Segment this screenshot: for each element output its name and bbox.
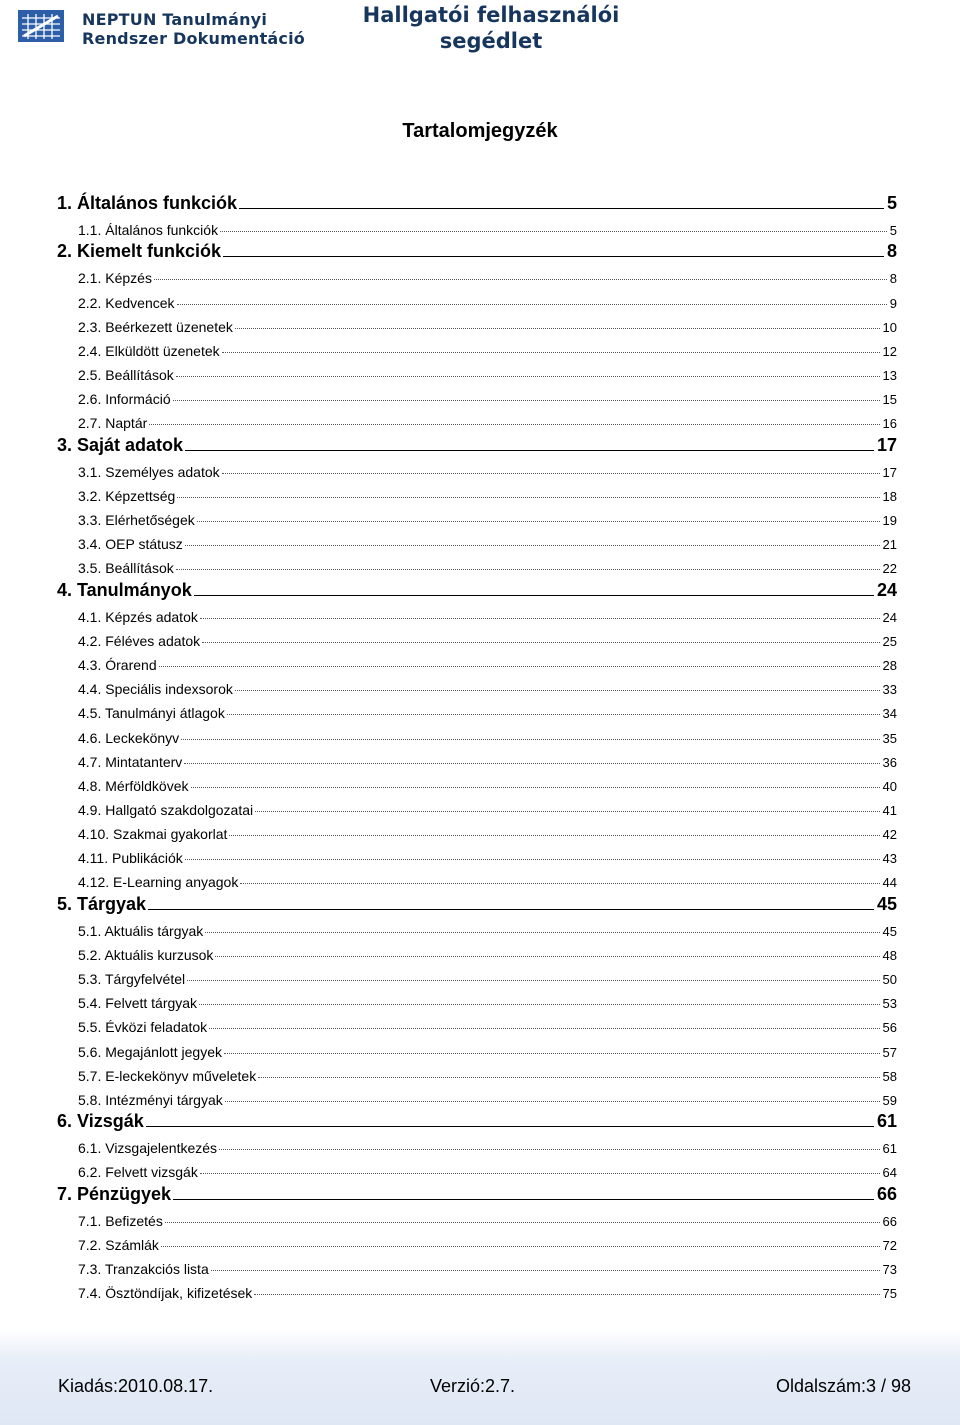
toc-leader-line [159, 666, 880, 667]
toc-entry-label: 2.4. Elküldött üzenetek [78, 343, 220, 359]
toc-chapter-entry[interactable] [57, 1108, 897, 1132]
toc-section-entry[interactable] [78, 1060, 897, 1084]
toc-entry-label: 5.8. Intézményi tárgyak [78, 1092, 223, 1108]
toc-entry-page: 66 [882, 1214, 897, 1229]
toc-entry-page: 8 [889, 271, 897, 286]
toc-section-entry[interactable] [78, 649, 897, 673]
toc-chapter-entry[interactable] [57, 577, 897, 601]
toc-leader-line [173, 400, 880, 401]
toc-section-entry[interactable] [78, 262, 897, 286]
toc-entry-page: 12 [882, 344, 897, 359]
toc-entry-label: 4.11. Publikációk [78, 850, 183, 866]
toc-section-entry[interactable] [78, 335, 897, 359]
toc-entry-page: 9 [889, 296, 897, 311]
toc-entry-page: 61 [882, 1141, 897, 1156]
toc-leader-line [194, 595, 874, 596]
toc-entry-label: 5.6. Megajánlott jegyek [78, 1044, 222, 1060]
toc-leader-line [215, 956, 879, 957]
toc-entry-label: 4.2. Féléves adatok [78, 633, 201, 649]
toc-entry-label: 4.3. Órarend [78, 657, 157, 673]
toc-leader-line [258, 1077, 879, 1078]
toc-entry-label: 5.5. Évközi feladatok [78, 1019, 208, 1035]
page-number: Oldalszám:3 / 98 [776, 1376, 912, 1396]
toc-entry-label: 7. Pénzügyek [57, 1184, 172, 1204]
brand-line-1: NEPTUN Tanulmányi [82, 10, 268, 29]
toc-leader-line [197, 521, 880, 522]
toc-entry-label: 6.2. Felvett vizsgák [78, 1164, 198, 1180]
toc-leader-line [223, 256, 884, 257]
toc-entry-label: 6. Vizsgák [57, 1111, 144, 1131]
toc-section-entry[interactable] [78, 1156, 897, 1180]
toc-entry-page: 56 [882, 1020, 897, 1035]
toc-entry-label: 2.2. Kedvencek [78, 295, 175, 311]
toc-entry-page: 50 [882, 972, 897, 987]
toc-leader-line [205, 932, 879, 933]
toc-section-entry[interactable] [78, 987, 897, 1011]
toc-entry-page: 48 [882, 948, 897, 963]
toc-entry-page: 15 [882, 392, 897, 407]
brand-name [82, 10, 305, 48]
toc-entry-label: 4.4. Speciális indexsorok [78, 681, 233, 697]
toc-chapter-entry[interactable] [57, 238, 897, 262]
toc-section-entry[interactable] [78, 1277, 897, 1301]
toc-chapter-entry[interactable] [57, 432, 897, 456]
toc-section-entry[interactable] [78, 456, 897, 480]
toc-leader-line [173, 1199, 874, 1200]
toc-entry-page: 8 [886, 241, 897, 261]
version-number: Verzió:2.7. [430, 1376, 516, 1396]
toc-leader-line [222, 352, 880, 353]
toc-entry-page: 35 [882, 731, 897, 746]
toc-entry-page: 17 [882, 465, 897, 480]
toc-leader-line [219, 1149, 879, 1150]
toc-entry-page: 44 [882, 875, 897, 890]
toc-entry-label: 7.4. Ösztöndíjak, kifizetések [78, 1285, 253, 1301]
toc-section-entry[interactable] [78, 528, 897, 552]
toc-section-entry[interactable] [78, 214, 897, 238]
toc-entry-page: 53 [882, 996, 897, 1011]
toc-entry-label: 5.4. Felvett tárgyak [78, 995, 198, 1011]
toc-entry-label: 7.3. Tranzakciós lista [78, 1261, 209, 1277]
toc-entry-label: 1.1. Általános funkciók [78, 222, 219, 238]
toc-section-entry[interactable] [78, 722, 897, 746]
toc-entry-page: 33 [882, 682, 897, 697]
toc-leader-line [235, 328, 880, 329]
toc-leader-line [149, 424, 879, 425]
toc-entry-page: 45 [876, 894, 897, 914]
brand-line-2: Rendszer Dokumentáció [82, 29, 305, 48]
toc-leader-line [154, 279, 887, 280]
toc-section-entry[interactable] [78, 1229, 897, 1253]
toc-section-entry[interactable] [78, 287, 897, 311]
toc-entry-page: 66 [876, 1184, 897, 1204]
toc-section-entry[interactable] [78, 480, 897, 504]
toc-section-entry[interactable] [78, 939, 897, 963]
toc-entry-page: 59 [882, 1093, 897, 1108]
toc-entry-page: 40 [882, 779, 897, 794]
toc-entry-page: 24 [882, 610, 897, 625]
toc-entry-page: 17 [876, 435, 897, 455]
toc-leader-line [254, 1294, 879, 1295]
toc-section-entry[interactable] [78, 383, 897, 407]
toc-entry-label: 2.7. Naptár [78, 415, 148, 431]
toc-entry-label: 3.4. OEP státusz [78, 536, 183, 552]
toc-entry-label: 2.6. Információ [78, 391, 171, 407]
toc-entry-page: 57 [882, 1045, 897, 1060]
toc-entry-page: 41 [882, 803, 897, 818]
toc-entry-label: 3.2. Képzettség [78, 488, 176, 504]
toc-entry-page: 42 [882, 827, 897, 842]
toc-leader-line [148, 909, 874, 910]
toc-section-entry[interactable] [78, 311, 897, 335]
toc-section-entry[interactable] [78, 407, 897, 431]
page-footer [0, 1330, 960, 1425]
toc-entry-label: 5.2. Aktuális kurzusok [78, 947, 214, 963]
toc-entry-label: 4.12. E-Learning anyagok [78, 874, 239, 890]
toc-entry-page: 43 [882, 851, 897, 866]
toc-section-entry[interactable] [78, 794, 897, 818]
toc-entry-label: 4.9. Hallgató szakdolgozatai [78, 802, 254, 818]
toc-section-entry[interactable] [78, 963, 897, 987]
toc-entry-page: 18 [882, 489, 897, 504]
toc-entry-label: 3.5. Beállítások [78, 560, 174, 576]
toc-leader-line [199, 1004, 879, 1005]
toc-section-entry[interactable] [78, 842, 897, 866]
toc-entry-page: 5 [889, 223, 897, 238]
toc-leader-line [176, 376, 880, 377]
toc-entry-page: 25 [882, 634, 897, 649]
toc-leader-line [176, 569, 880, 570]
toc-entry-page: 5 [886, 193, 897, 213]
toc-section-entry[interactable] [78, 673, 897, 697]
toc-leader-line [184, 763, 879, 764]
toc-entry-label: 3.3. Elérhetőségek [78, 512, 195, 528]
toc-entry-label: 1. Általános funkciók [57, 193, 238, 213]
toc-leader-line [146, 1126, 874, 1127]
header-title [316, 2, 666, 54]
toc-entry-label: 5. Tárgyak [57, 894, 147, 914]
toc-entry-page: 64 [882, 1165, 897, 1180]
toc-section-entry[interactable] [78, 504, 897, 528]
toc-leader-line [161, 1246, 880, 1247]
toc-leader-line [177, 497, 879, 498]
toc-entry-label: 6.1. Vizsgajelentkezés [78, 1140, 218, 1156]
toc-entry-label: 4.10. Szakmai gyakorlat [78, 826, 228, 842]
toc-entry-label: 2.3. Beérkezett üzenetek [78, 319, 233, 335]
toc-leader-line [229, 835, 879, 836]
toc-leader-line [185, 450, 874, 451]
toc-chapter-entry[interactable] [57, 891, 897, 915]
toc-leader-line [209, 1028, 879, 1029]
toc-entry-page: 45 [882, 924, 897, 939]
toc-leader-line [165, 1222, 880, 1223]
toc-leader-line [220, 231, 887, 232]
toc-section-entry[interactable] [78, 915, 897, 939]
toc-entry-label: 2. Kiemelt funkciók [57, 241, 222, 261]
toc-section-entry[interactable] [78, 552, 897, 576]
toc-entry-label: 7.2. Számlák [78, 1237, 159, 1253]
toc-leader-line [185, 859, 880, 860]
toc-leader-line [227, 714, 880, 715]
toc-section-entry[interactable] [78, 1084, 897, 1108]
toc-section-entry[interactable] [78, 697, 897, 721]
toc-entry-label: 2.5. Beállítások [78, 367, 174, 383]
header-title-line-2: segédlet [439, 29, 543, 53]
toc-leader-line [181, 739, 879, 740]
toc-section-entry[interactable] [78, 359, 897, 383]
toc-chapter-entry[interactable] [57, 190, 897, 214]
toc-section-entry[interactable] [78, 1205, 897, 1229]
toc-entry-label: 5.3. Tárgyfelvétel [78, 971, 186, 987]
toc-section-entry[interactable] [78, 1132, 897, 1156]
toc-entry-label: 3. Saját adatok [57, 435, 184, 455]
toc-leader-line [240, 883, 879, 884]
toc-entry-label: 2.1. Képzés [78, 270, 152, 286]
toc-entry-page: 34 [882, 706, 897, 721]
toc-entry-label: 4.6. Leckekönyv [78, 730, 180, 746]
toc-entry-page: 61 [876, 1111, 897, 1131]
toc-leader-line [239, 208, 884, 209]
toc-section-entry[interactable] [78, 818, 897, 842]
toc-section-entry[interactable] [78, 746, 897, 770]
toc-entry-label: 4. Tanulmányok [57, 580, 192, 600]
toc-entry-page: 13 [882, 368, 897, 383]
toc-entry-page: 19 [882, 513, 897, 528]
toc-entry-page: 10 [882, 320, 897, 335]
toc-section-entry[interactable] [78, 866, 897, 890]
page-header [0, 0, 960, 60]
toc-section-entry[interactable] [78, 1253, 897, 1277]
toc-leader-line [225, 1101, 880, 1102]
toc-section-entry[interactable] [78, 1036, 897, 1060]
toc-entry-label: 4.8. Mérföldkövek [78, 778, 189, 794]
toc-leader-line [200, 1173, 880, 1174]
toc-leader-line [224, 1053, 880, 1054]
toc-entry-label: 4.7. Mintatanterv [78, 754, 183, 770]
toc-entry-page: 21 [882, 537, 897, 552]
header-title-line-1: Hallgatói felhasználói [362, 3, 620, 27]
toc-leader-line [211, 1270, 880, 1271]
toc-entry-page: 58 [882, 1069, 897, 1084]
toc-entry-label: 4.5. Tanulmányi átlagok [78, 705, 225, 721]
toc-leader-line [202, 642, 879, 643]
toc-section-entry[interactable] [78, 1011, 897, 1035]
toc-section-entry[interactable] [78, 770, 897, 794]
toc-section-entry[interactable] [78, 601, 897, 625]
toc-entry-page: 72 [882, 1238, 897, 1253]
document-title: Tartalomjegyzék [402, 120, 558, 142]
toc-chapter-entry[interactable] [57, 1181, 897, 1205]
toc-entry-page: 16 [882, 416, 897, 431]
toc-entry-label: 4.1. Képzés adatok [78, 609, 198, 625]
toc-section-entry[interactable] [78, 625, 897, 649]
toc-leader-line [185, 545, 880, 546]
toc-leader-line [255, 811, 879, 812]
toc-leader-line [235, 690, 880, 691]
toc-leader-line [177, 304, 887, 305]
toc-leader-line [200, 618, 880, 619]
toc-entry-page: 24 [876, 580, 897, 600]
toc-leader-line [187, 980, 879, 981]
toc-entry-page: 28 [882, 658, 897, 673]
toc-entry-page: 36 [882, 755, 897, 770]
toc-entry-label: 7.1. Befizetés [78, 1213, 163, 1229]
release-date: Kiadás:2010.08.17. [58, 1376, 214, 1396]
toc-leader-line [191, 787, 880, 788]
toc-entry-page: 22 [882, 561, 897, 576]
toc-entry-label: 5.7. E-leckekönyv műveletek [78, 1068, 257, 1084]
toc-leader-line [222, 473, 880, 474]
toc-entry-label: 5.1. Aktuális tárgyak [78, 923, 204, 939]
toc-entry-page: 73 [882, 1262, 897, 1277]
neptun-logo-icon [18, 10, 64, 42]
toc-entry-label: 3.1. Személyes adatok [78, 464, 220, 480]
toc-entry-page: 75 [882, 1286, 897, 1301]
